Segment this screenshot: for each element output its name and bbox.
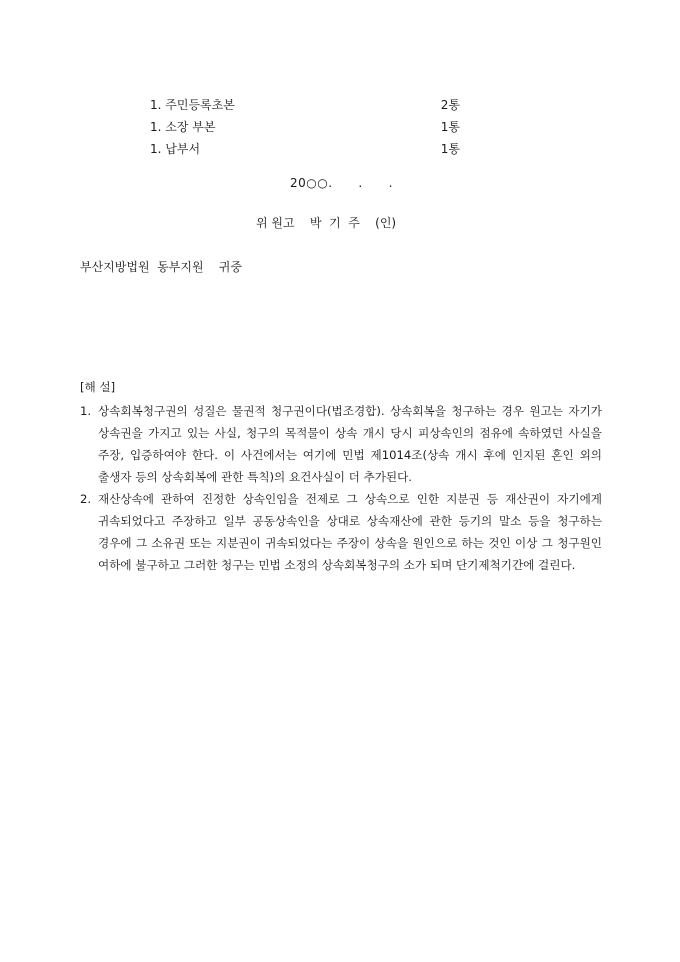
attachment-label: 1. 소장 부본 bbox=[150, 120, 216, 134]
commentary-item-text: 상속회복청구권의 성질은 물권적 청구권이다(법조경합). 상속회복을 청구하는 경우 원고는 자기가 상속권을 가지고 있는 사실, 청구의 목적물이 상속 개시 당시 피상속인의 점유에 속하였던 사실을 주장, 입증하여야 한다. 이 사건에서는 여기에 민법 제1014조(상속 개시 후에 인지된 혼인 외의 출생자 등의 상속회복에 관한 특칙)의 요건사실이 더 추가된다. bbox=[98, 404, 602, 484]
attachment-item bbox=[150, 116, 460, 138]
commentary-item-number: 1. bbox=[80, 404, 92, 418]
attachment-item bbox=[150, 138, 460, 160]
attachment-list bbox=[150, 94, 460, 160]
attachment-label: 1. 주민등록초본 bbox=[150, 98, 235, 112]
attachment-item bbox=[150, 94, 460, 116]
attachment-count: 1통 bbox=[440, 142, 460, 156]
signer-line: 위 원고 박 기 주 (인) bbox=[256, 216, 397, 230]
court-addressee: 부산지방법원 동부지원 귀중 bbox=[80, 260, 242, 274]
attachment-count: 1통 bbox=[440, 120, 460, 134]
commentary-item-text: 재산상속에 관하여 진정한 상속인임을 전제로 그 상속으로 인한 지분권 등 재산권이 자기에게 귀속되었다고 주장하고 일부 공동상속인을 상대로 상속재산에 관한 등기의 말소 등을 청구하는 경우에 그 소유권 또는 지분권이 귀속되었다는 주장이 상속을 원인으로 하는 것인 이상 그 청구원인 여하에 불구하고 그러한 청구는 민법 소정의 상속회복청구의 소가 되며 단기제척기간에 걸린다. bbox=[98, 492, 602, 572]
commentary-heading: [해 설] bbox=[80, 380, 116, 394]
date-line: 20○○. . . bbox=[290, 176, 393, 190]
commentary-item bbox=[80, 488, 602, 576]
commentary-section bbox=[80, 376, 602, 576]
attachment-label: 1. 납부서 bbox=[150, 142, 201, 156]
commentary-item bbox=[80, 400, 602, 488]
attachment-count: 2통 bbox=[440, 98, 460, 112]
commentary-item-number: 2. bbox=[80, 492, 92, 506]
